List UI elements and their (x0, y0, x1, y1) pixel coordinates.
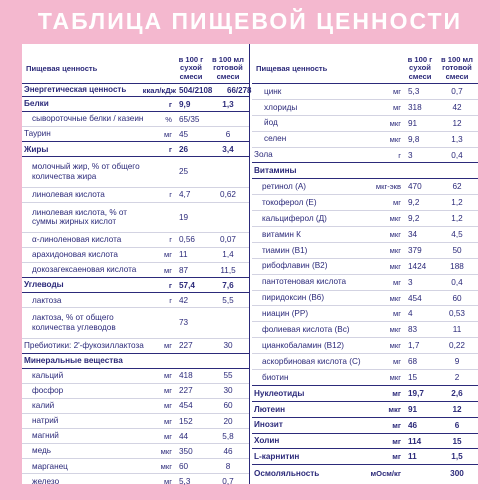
row-unit: мкг (160, 446, 172, 456)
table-row (252, 386, 478, 402)
row-unit: мг (164, 386, 172, 396)
row-value-dry: 5,3 (408, 86, 420, 96)
row-unit: г (168, 99, 172, 109)
row-value-dry: 9,8 (408, 134, 420, 144)
table-row (22, 414, 249, 429)
row-unit: мг (393, 309, 401, 319)
table-row (252, 100, 478, 116)
row-name: Зола (254, 150, 273, 160)
row-unit: мг (392, 388, 401, 398)
row-value-dry: 152 (179, 416, 193, 426)
table-row (22, 399, 249, 414)
row-unit: мг (164, 129, 172, 139)
table-left-body (22, 97, 249, 489)
row-value-dry: 42 (179, 295, 189, 305)
row-value-dry: 68 (408, 357, 418, 367)
row-value-ready: 0,7 (222, 477, 234, 487)
row-name: Холин (254, 436, 280, 446)
row-name: ретинол (А) (262, 182, 307, 192)
table-row (22, 459, 249, 474)
row-value-dry: 5,3 (179, 477, 191, 487)
table-row (252, 275, 478, 291)
header-dry: в 100 г сухой смеси (178, 54, 204, 81)
table-row (252, 84, 478, 100)
row-name: цианкобаламин (В12) (262, 340, 344, 350)
row-unit: мкг (389, 214, 401, 224)
row-unit: мкг (389, 261, 401, 271)
table-row (252, 338, 478, 354)
header-name: Пищевая ценность (26, 64, 98, 73)
table-row (22, 233, 249, 248)
row-unit: мкг (389, 118, 401, 128)
row-value-ready: 0,07 (220, 235, 236, 245)
row-value-dry: 3 (408, 150, 413, 160)
row-name: пиридоксин (В6) (262, 293, 325, 303)
row-name: пантотеновая кислота (262, 277, 347, 287)
page-title: ТАБЛИЦА ПИЩЕВОЙ ЦЕННОСТИ (37, 8, 463, 34)
row-value-ready: 8 (225, 461, 231, 471)
row-value-dry: 25 (179, 167, 189, 177)
row-name: медь (32, 446, 52, 456)
row-name: биотин (262, 372, 289, 382)
row-value-ready: 3,4 (222, 144, 234, 154)
row-value-ready: 5,8 (222, 431, 234, 441)
table-row (252, 227, 478, 243)
row-value-ready: 20 (223, 416, 233, 426)
table-left-column (22, 44, 252, 487)
row-unit: г (169, 235, 172, 245)
row-value-ready: 11 (452, 325, 462, 335)
row-name: натрий (32, 416, 59, 426)
row-value-dry: 379 (408, 245, 422, 255)
row-value-dry: 9,2 (408, 198, 420, 208)
header-dry: в 100 г сухой смеси (407, 54, 433, 81)
row-unit: мг (392, 452, 401, 462)
row-name: линолевая кислота (32, 189, 105, 199)
table-row (252, 434, 478, 450)
row-unit: мг (393, 198, 401, 208)
table-row (252, 148, 478, 164)
nutrition-table (22, 44, 478, 487)
row-name: Минеральные вещества (24, 355, 123, 365)
row-name: рибофлавин (В2) (262, 261, 328, 271)
row-name: лактоза, % от общего количества углеводов (32, 313, 116, 332)
row-value-dry: 45 (179, 129, 189, 139)
row-value-ready: 1,3 (222, 99, 234, 109)
row-name: Витамины (254, 166, 297, 176)
row-name: железо (32, 477, 60, 487)
row-value-dry: 19 (179, 212, 189, 222)
row-name: лактоза (32, 295, 62, 305)
table-row (252, 259, 478, 275)
table-row (22, 263, 249, 278)
row-value-ready: 46 (223, 446, 233, 456)
energy-name: Энергетическая ценность (24, 85, 127, 95)
header-ready: в 100 мл готовой смеси (212, 54, 244, 81)
row-unit: мг (392, 420, 401, 430)
row-unit: % (165, 114, 172, 124)
row-value-dry: 1424 (408, 261, 427, 271)
row-value-dry: 19,7 (408, 388, 424, 398)
row-unit: мкг (389, 134, 401, 144)
table-row (252, 243, 478, 259)
row-name: магний (32, 431, 59, 441)
row-value-dry: 9,2 (408, 214, 420, 224)
row-value-dry: 57,4 (179, 280, 195, 290)
row-value-dry: 73 (179, 318, 189, 328)
row-value-dry: 3 (408, 277, 413, 287)
row-value-dry: 9,9 (179, 99, 191, 109)
row-value-ready: 7,6 (222, 280, 234, 290)
table-row (252, 418, 478, 434)
row-value-dry: 114 (408, 436, 422, 446)
row-value-dry: 46 (408, 420, 418, 430)
row-unit: мкг-экв (375, 182, 401, 192)
row-unit: мкг (388, 404, 401, 414)
row-value-ready: 6 (454, 420, 460, 430)
energy-row (22, 84, 252, 97)
row-value-dry: 4,7 (179, 190, 191, 200)
row-unit: мкг (389, 372, 401, 382)
row-name: Осмоляльность (254, 468, 320, 478)
row-value-ready: 1,2 (451, 198, 463, 208)
row-name: молочный жир, % от общего количества жира (32, 162, 140, 181)
row-value-ready: 62 (452, 182, 462, 192)
row-name: селен (264, 134, 287, 144)
table-header-right (252, 44, 478, 84)
header-ready: в 100 мл готовой смеси (441, 54, 473, 81)
row-value-ready: 0,4 (451, 150, 463, 160)
row-value-dry: 65/35 (179, 114, 200, 124)
table-right-body (252, 84, 478, 481)
row-name: L-карнитин (254, 452, 300, 462)
table-row (252, 402, 478, 418)
row-value-ready: 2,6 (451, 388, 463, 398)
row-value-dry: 87 (179, 265, 189, 275)
row-value-ready: 1,5 (451, 452, 463, 462)
row-value-dry: 60 (179, 461, 189, 471)
row-value-dry: 34 (408, 229, 418, 239)
row-unit: мкг (389, 325, 401, 335)
table-row (252, 322, 478, 338)
row-unit: мкг (389, 341, 401, 351)
row-value-ready: 0,22 (449, 341, 465, 351)
row-unit: г (169, 295, 172, 305)
row-unit: мг (164, 401, 172, 411)
row-name: тиамин (В1) (262, 245, 308, 255)
row-value-ready: 30 (223, 341, 233, 351)
row-unit: мг (393, 357, 401, 367)
row-name: хлориды (264, 102, 298, 112)
table-row (252, 211, 478, 227)
row-name: арахидоновая кислота (32, 250, 118, 260)
table-row (252, 465, 478, 481)
row-value-dry: 44 (179, 431, 189, 441)
row-value-ready: 11,5 (220, 265, 236, 275)
row-value-ready: 1,3 (451, 134, 463, 144)
row-value-ready: 0,4 (451, 277, 463, 287)
row-name: Белки (24, 99, 49, 109)
row-value-dry: 15 (408, 372, 418, 382)
row-value-dry: 454 (408, 293, 422, 303)
row-value-dry: 470 (408, 182, 422, 192)
table-row (252, 370, 478, 386)
row-unit: мг (164, 431, 172, 441)
row-unit: г (168, 144, 172, 154)
row-unit: г (398, 150, 401, 160)
row-value-ready: 0,62 (220, 190, 236, 200)
table-row (22, 444, 249, 459)
row-unit: мг (392, 436, 401, 446)
table-row (22, 97, 249, 112)
row-name: Жиры (24, 144, 49, 154)
row-name: Инозит (254, 420, 283, 430)
row-value-dry: 1,7 (408, 341, 420, 351)
row-unit: мкг (389, 245, 401, 255)
row-value-ready: 12 (452, 404, 462, 414)
row-unit: мОсм/кг (370, 468, 401, 478)
row-unit: мг (164, 477, 172, 487)
row-value-ready: 30 (223, 386, 233, 396)
row-value-ready: 6 (225, 129, 231, 139)
row-value-ready: 0,53 (449, 309, 465, 319)
row-unit: мг (393, 277, 401, 287)
table-row (252, 163, 478, 179)
row-unit: мкг (160, 461, 172, 471)
row-unit: мг (164, 250, 172, 260)
table-row (22, 127, 249, 142)
row-name: фолиевая кислота (Вс) (262, 325, 350, 335)
row-value-dry: 11 (408, 452, 417, 462)
row-unit: мг (164, 416, 172, 426)
table-row (22, 308, 249, 338)
row-value-dry: 418 (179, 371, 193, 381)
row-unit: г (169, 190, 172, 200)
row-name: кальциферол (Д) (262, 213, 327, 223)
energy-ready: 66/278 (227, 85, 252, 95)
table-row (22, 354, 249, 369)
row-name: линолевая кислота, % от суммы жирных кислот (32, 207, 128, 227)
table-row (22, 293, 249, 308)
table-row (252, 306, 478, 322)
table-row (22, 248, 249, 263)
row-value-dry: 318 (408, 102, 422, 112)
table-row (22, 157, 249, 187)
row-name: ниацин (РР) (262, 309, 309, 319)
row-unit: мг (164, 341, 172, 351)
row-value-ready: 4,5 (451, 229, 463, 239)
table-row (22, 474, 249, 489)
table-row (22, 112, 249, 127)
row-value-ready: 188 (450, 261, 464, 271)
table-row (22, 278, 249, 293)
table-header-left (22, 44, 249, 84)
row-name: токоферол (Е) (262, 197, 317, 207)
row-name: аскорбиновая кислота (С) (262, 356, 361, 366)
row-value-dry: 91 (408, 404, 418, 414)
row-name: цинк (264, 86, 282, 96)
row-name: марганец (32, 461, 68, 471)
row-unit: мг (393, 86, 401, 96)
row-name: докозагексаеновая кислота (32, 265, 137, 275)
row-value-ready: 60 (452, 293, 462, 303)
row-value-ready: 5,5 (222, 295, 234, 305)
row-value-dry: 91 (408, 118, 418, 128)
row-value-dry: 83 (408, 325, 418, 335)
row-value-ready: 60 (223, 401, 233, 411)
row-value-ready: 2 (454, 372, 460, 382)
energy-unit: ккал/кДж (142, 85, 176, 95)
row-unit: г (168, 280, 172, 290)
row-unit: мкг (389, 229, 401, 239)
row-value-dry: 454 (179, 401, 193, 411)
table-row (22, 384, 249, 399)
row-unit: мкг (389, 293, 401, 303)
row-name: фосфор (32, 386, 64, 396)
energy-dry: 504/2108 (179, 85, 213, 95)
row-name: кальций (32, 370, 64, 380)
table-row (252, 449, 478, 465)
row-value-ready: 9 (454, 357, 460, 367)
row-value-ready: 1,4 (222, 250, 234, 260)
row-value-ready: 1,2 (451, 214, 463, 224)
row-name: Лютеин (254, 404, 286, 414)
row-value-dry: 11 (179, 250, 188, 260)
table-row (252, 116, 478, 132)
row-value-ready: 55 (223, 371, 233, 381)
row-value-ready: 50 (452, 245, 462, 255)
table-right-column (252, 44, 478, 481)
table-row (252, 354, 478, 370)
row-name: Углеводы (24, 280, 64, 290)
table-row (22, 339, 249, 354)
row-unit: мг (164, 371, 172, 381)
table-row (22, 188, 249, 203)
table-row (22, 142, 249, 157)
row-value-dry: 4 (408, 309, 413, 319)
table-row (252, 179, 478, 195)
table-row (252, 195, 478, 211)
row-name: йод (264, 118, 278, 128)
row-value-ready: 0,7 (451, 86, 463, 96)
table-row (22, 369, 249, 384)
row-value-ready: 15 (452, 436, 462, 446)
row-name: Пребиотики: 2'-фукозиллактоза (24, 340, 144, 350)
row-value-dry: 227 (179, 341, 193, 351)
table-row (252, 132, 478, 148)
row-value-dry: 227 (179, 386, 193, 396)
row-name: Нуклеотиды (254, 388, 305, 398)
row-value-dry: 26 (179, 144, 189, 154)
row-value-dry: 0,56 (179, 235, 195, 245)
row-name: витамин К (262, 229, 301, 239)
row-name: α-линоленовая кислота (32, 235, 122, 245)
row-name: сывороточные белки / казеин (32, 114, 144, 124)
header-name: Пищевая ценность (256, 64, 328, 73)
table-row (22, 429, 249, 444)
row-name: калий (32, 401, 55, 411)
row-value-dry: 350 (179, 446, 193, 456)
row-value-ready: 42 (452, 102, 462, 112)
row-value-ready: 12 (452, 118, 462, 128)
row-name: Таурин (24, 129, 51, 139)
row-unit: мг (164, 265, 172, 275)
table-row (252, 291, 478, 307)
row-unit: мг (393, 102, 401, 112)
table-row (22, 203, 249, 233)
row-value-ready: 300 (450, 468, 464, 478)
